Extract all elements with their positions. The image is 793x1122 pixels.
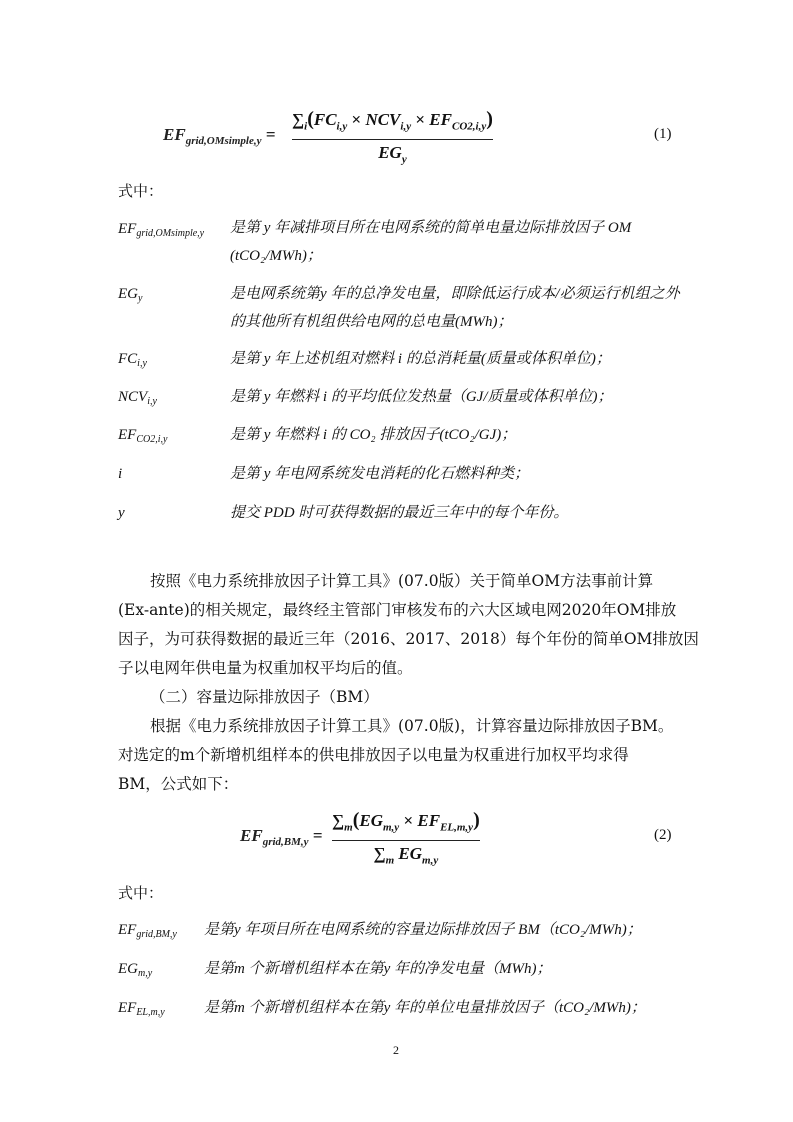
def-7-symbol: y <box>118 505 125 521</box>
paragraph-2-line-1: 根据《电力系统排放因子计算工具》(07.0版)，计算容量边际排放因子BM。 <box>150 717 674 735</box>
formula-2-numerator: $\sum_m(EG_{m,y} \times EF_{EL,m,y})$ <box>332 809 480 834</box>
formula-1-denominator: $EG_y$ <box>378 143 407 166</box>
def-9-text: 是第m 个新增机组样本在第y 年的净发电量（MWh)； <box>204 961 552 977</box>
def-7-text: 提交 PDD 时可获得数据的最近三年中的每个年份。 <box>230 505 569 521</box>
def-5-text: 是第 y 年燃料 i 的 CO₂ 排放因子(tCO₂/GJ)； <box>230 427 517 443</box>
formula-1-fraction-bar <box>292 139 493 140</box>
def-2-text: 是电网系统第y 年的总净发电量，即除低运行成本/必须运行机组之外的其他所有机组供给电网的总电量(MWh)； <box>230 286 680 330</box>
def-6-text: 是第 y 年电网系统发电消耗的化石燃料种类； <box>230 466 530 482</box>
formula-1-number: (1) <box>654 126 672 142</box>
paragraph-1-line-3: 因子，为可获得数据的最近三年（2016、2017、2018）每个年份的简单OM排放因 <box>118 630 699 648</box>
def-9-symbol: $EG_{m,y}$ <box>118 961 153 979</box>
section-heading-bm: （二）容量边际排放因子（BM） <box>150 688 379 706</box>
page-number: 2 <box>393 1043 399 1057</box>
def-8-text: 是第y 年项目所在电网系统的容量边际排放因子 BM（tCO₂/MWh)； <box>204 922 642 938</box>
formula-1-lhs: $EF_{grid,OMsimple,y}$ = <box>163 125 276 147</box>
formula-1-fraction <box>292 108 493 171</box>
def-2-symbol: $EG_y$ <box>118 286 143 304</box>
def-4-text: 是第 y 年燃料 i 的平均低位发热量（GJ/质量或体积单位)； <box>230 389 613 405</box>
def-3-text: 是第 y 年上述机组对燃料 i 的总消耗量(质量或体积单位)； <box>230 351 611 367</box>
def-10-text: 是第m 个新增机组样本在第y 年的单位电量排放因子（tCO₂/MWh)； <box>204 1000 646 1016</box>
formula-2-lhs: $EF_{grid,BM,y}$ = <box>240 826 323 848</box>
section-2-label: 式中： <box>118 884 164 902</box>
paragraph-1-line-4: 子以电网年供电量为权重加权平均后的值。 <box>118 659 413 677</box>
def-5-symbol: $EF_{CO2,i,y}$ <box>118 427 168 445</box>
paragraph-2-line-2: 对选定的m个新增机组样本的供电排放因子以电量为权重进行加权平均求得 <box>118 746 629 764</box>
def-8-symbol: $EF_{grid,BM,y}$ <box>118 922 177 940</box>
def-10-symbol: $EF_{EL,m,y}$ <box>118 1000 165 1018</box>
def-1-text: 是第 y 年减排项目所在电网系统的简单电量边际排放因子 OM (tCO₂/MWh)； <box>230 220 632 264</box>
formula-2-number: (2) <box>654 827 672 843</box>
section-1-label: 式中： <box>118 182 164 200</box>
def-6-symbol: i <box>118 466 123 482</box>
def-4-symbol: $NCV_{i,y}$ <box>118 389 157 407</box>
formula-1-numerator: $\sum_i(FC_{i,y} \times NCV_{i,y} \times EF_{CO2,i,y})$ <box>292 108 493 133</box>
paragraph-1-line-1: 按照《电力系统排放因子计算工具》(07.0版）关于简单OM方法事前计算 <box>150 572 654 590</box>
formula-2-fraction <box>332 809 480 872</box>
paragraph-1-line-2: (Ex-ante)的相关规定，最终经主管部门审核发布的六大区域电网2020年OM排放 <box>118 601 677 619</box>
paragraph-2-line-3: BM，公式如下： <box>118 775 239 793</box>
formula-2-denominator: $\sum_m$ $EG_{m,y}$ <box>373 844 439 867</box>
formula-2-fraction-bar <box>332 840 480 841</box>
def-1-symbol: $EF_{grid,OMsimple,y}$ <box>118 221 205 239</box>
def-3-symbol: $FC_{i,y}$ <box>118 351 147 369</box>
